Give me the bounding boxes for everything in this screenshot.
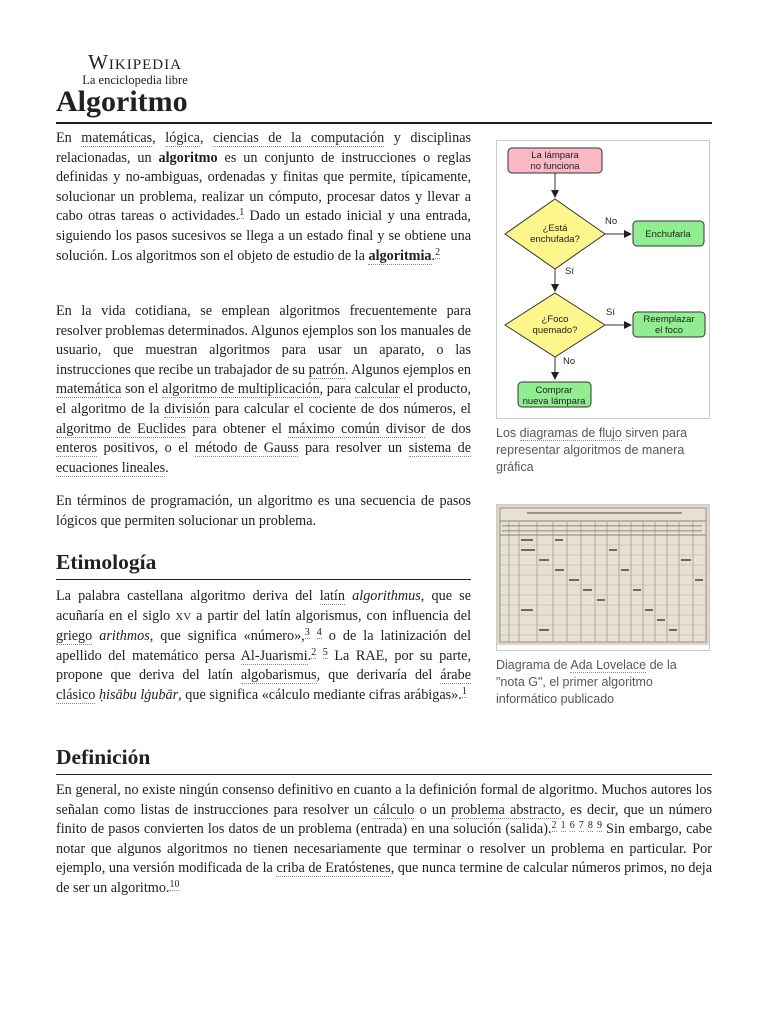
flow-start-line2: no funciona — [530, 161, 580, 172]
heading-definicion: Definición — [56, 743, 712, 775]
link-metodo-gauss[interactable]: método de Gauss — [194, 440, 299, 457]
etimologia-paragraph: La palabra castellana algoritmo deriva del latín algorithmus, que se acuñaría en el siglo XV a partir del latín algorismus, con influencia del griego arithmos, que significa «número»,$^3$ $^4$ o de la latinización del apellido del matemático persa Al-Juarismi.$^2$ $^5$ La RAE, por su parte, propone que deriva del latín algobarismus, que derivaría del árabe clásico ḥisābu lġubār, que significa «cálculo mediante cifras arábigas».$^1$ — [56, 588, 472, 703]
flow-start-line1: La lámpara — [531, 150, 579, 161]
link-diagramas-flujo[interactable]: diagramas de flujo — [519, 426, 622, 440]
ref-1c[interactable]: 1 — [560, 820, 566, 832]
flow-a2-line1: Reemplazar — [643, 314, 695, 325]
ref-4[interactable]: 4 — [316, 627, 322, 639]
ref-6[interactable]: 6 — [569, 820, 575, 832]
flow-edge-no-2: No — [563, 356, 576, 367]
link-sistema-ecuaciones[interactable]: sistema de ecuaciones lineales — [56, 440, 472, 476]
link-arabe-clasico[interactable]: árabe clásico — [56, 667, 471, 703]
logo-wordmark: Wikipedia — [88, 50, 182, 74]
link-ada-lovelace[interactable]: Ada Lovelace — [570, 658, 647, 672]
intro-paragraph-2: En la vida cotidiana, se emplean algoritmos frecuentemente para resolver problemas determinados. Algunos ejemplos son los manuales de usuario, que muestran algoritmos para usar un aparato, o las instrucciones que recibe un trabajador de su patrón. Algunos ejemplos en matemática son el algoritmo de multiplicación, para calcular el producto, el algoritmo de la división para calcular el cociente de dos números, el algoritmo de Euclides para obtener el máximo común divisor de dos enteros positivos, o el método de Gauss para resolver un sistema de ecuaciones lineales. — [56, 303, 472, 476]
flowchart-caption: Los diagramas de flujo sirven para representar algoritmos de manera gráfica — [496, 426, 688, 474]
definicion-paragraph: En general, no existe ningún consenso definitivo en cuanto a la definición formal de algoritmo. Muchos autores los señalan como listas de instrucciones para resolver un cálculo o un problema abstracto, es decir, que un número finito de pasos convierten los datos de un problema (entrada) en una solución (salida).$^2$ $^1$ $^6$ $^7$ $^8$ $^9$ Sin embargo, cabe notar que algunos algoritmos no tienen necesariamente que terminar o resolver un problema en particular. Por ejemplo, una versión modificada de la criba de Eratóstenes, que nunca termine de calcular números primos, no deja de ser un algoritmo.$^{10}$ — [56, 782, 713, 896]
link-division[interactable]: división — [164, 400, 210, 417]
link-ciencias-computacion[interactable]: ciencias de la computación — [213, 130, 385, 146]
flow-q1-line1: ¿Está — [542, 223, 568, 234]
logo-tagline: La enciclopedia libre — [82, 73, 188, 87]
flow-edge-si-1: Sí — [565, 266, 574, 277]
link-logica[interactable]: lógica — [165, 130, 200, 146]
flowchart-figure — [496, 140, 710, 476]
bold-algoritmia[interactable]: algoritmia — [368, 247, 432, 264]
ref-5[interactable]: 5 — [322, 646, 328, 658]
lovelace-figure — [496, 504, 710, 708]
flow-end-line2: nueva lámpara — [522, 396, 586, 407]
flow-q2-line1: ¿Foco — [541, 314, 569, 325]
flowchart-svg — [497, 141, 709, 413]
intro-paragraph-3: En términos de programación, un algoritmo es una secuencia de pasos lógicos que permiten solucionar un problema. — [56, 493, 471, 529]
ref-7[interactable]: 7 — [578, 820, 584, 832]
century-numeral: XV — [175, 610, 192, 623]
link-algobarismus[interactable]: algobarismus — [240, 667, 317, 684]
ref-2c[interactable]: 2 — [551, 820, 557, 832]
link-algoritmo-euclides[interactable]: algoritmo de Euclides — [56, 420, 186, 437]
link-matematica[interactable]: matemática — [56, 381, 122, 398]
ref-2b[interactable]: 2 — [311, 646, 317, 658]
link-calculo[interactable]: cálculo — [373, 801, 415, 818]
ref-9[interactable]: 9 — [596, 820, 602, 832]
link-problema-abstracto[interactable]: problema abstracto — [451, 801, 562, 818]
lovelace-diagram-image[interactable] — [496, 504, 710, 651]
lovelace-caption: Diagrama de Ada Lovelace de la "nota G", el primer algoritmo informático publicado — [496, 658, 677, 706]
link-algoritmo-multiplicacion[interactable]: algoritmo de multiplicación — [162, 381, 320, 398]
link-criba-eratostenes[interactable]: criba de Eratóstenes — [276, 860, 391, 877]
flow-edge-no-1: No — [605, 216, 618, 227]
link-patron[interactable]: patrón — [308, 361, 345, 378]
flow-q1-line2: enchufada? — [530, 234, 580, 245]
ref-10[interactable]: 10 — [169, 878, 180, 890]
link-griego[interactable]: griego — [56, 628, 93, 645]
heading-etimologia: Etimología — [56, 548, 471, 580]
link-latin[interactable]: latín — [319, 588, 345, 604]
ref-3[interactable]: 3 — [304, 627, 310, 639]
flow-edge-si-2: Sí — [606, 307, 615, 318]
ref-1[interactable]: 1 — [239, 207, 245, 219]
lovelace-table-graphic — [497, 505, 709, 645]
flow-end-line1: Comprar — [535, 385, 573, 396]
link-maximo-comun-divisor[interactable]: máximo común divisor — [288, 420, 426, 437]
bold-algoritmo: algoritmo — [158, 149, 218, 166]
flow-a2-line2: el foco — [655, 325, 683, 336]
flow-a1-label: Enchufarla — [645, 229, 691, 240]
link-calcular[interactable]: calcular — [354, 381, 400, 398]
ref-1b[interactable]: 1 — [461, 685, 467, 697]
page-title: Algoritmo — [56, 82, 712, 124]
link-al-juarismi[interactable]: Al-Juarismi — [240, 647, 308, 664]
intro-paragraph-1: En matemáticas, lógica, ciencias de la computación y disciplinas relacionadas, un algoritmo es un conjunto de instrucciones o reglas definidas y no-ambiguas, ordenadas y finitas que permite, típicamente, solucionar un problema, realizar un cómputo, procesar datos y llevar a cabo otras tareas o actividades.$^1$ Dado un estado inicial y una entrada, siguiendo los pasos sucesivos se llega a un estado final y se obtiene una solución. Los algoritmos son el objeto de estudio de la algoritmia.$^2$ — [56, 130, 472, 264]
flowchart-image[interactable] — [496, 140, 710, 419]
flow-q2-line2: quemado? — [532, 325, 578, 336]
ref-2[interactable]: 2 — [435, 246, 441, 258]
link-enteros[interactable]: enteros — [56, 440, 97, 457]
ref-8[interactable]: 8 — [587, 820, 593, 832]
link-matematicas[interactable]: matemáticas — [81, 130, 153, 146]
